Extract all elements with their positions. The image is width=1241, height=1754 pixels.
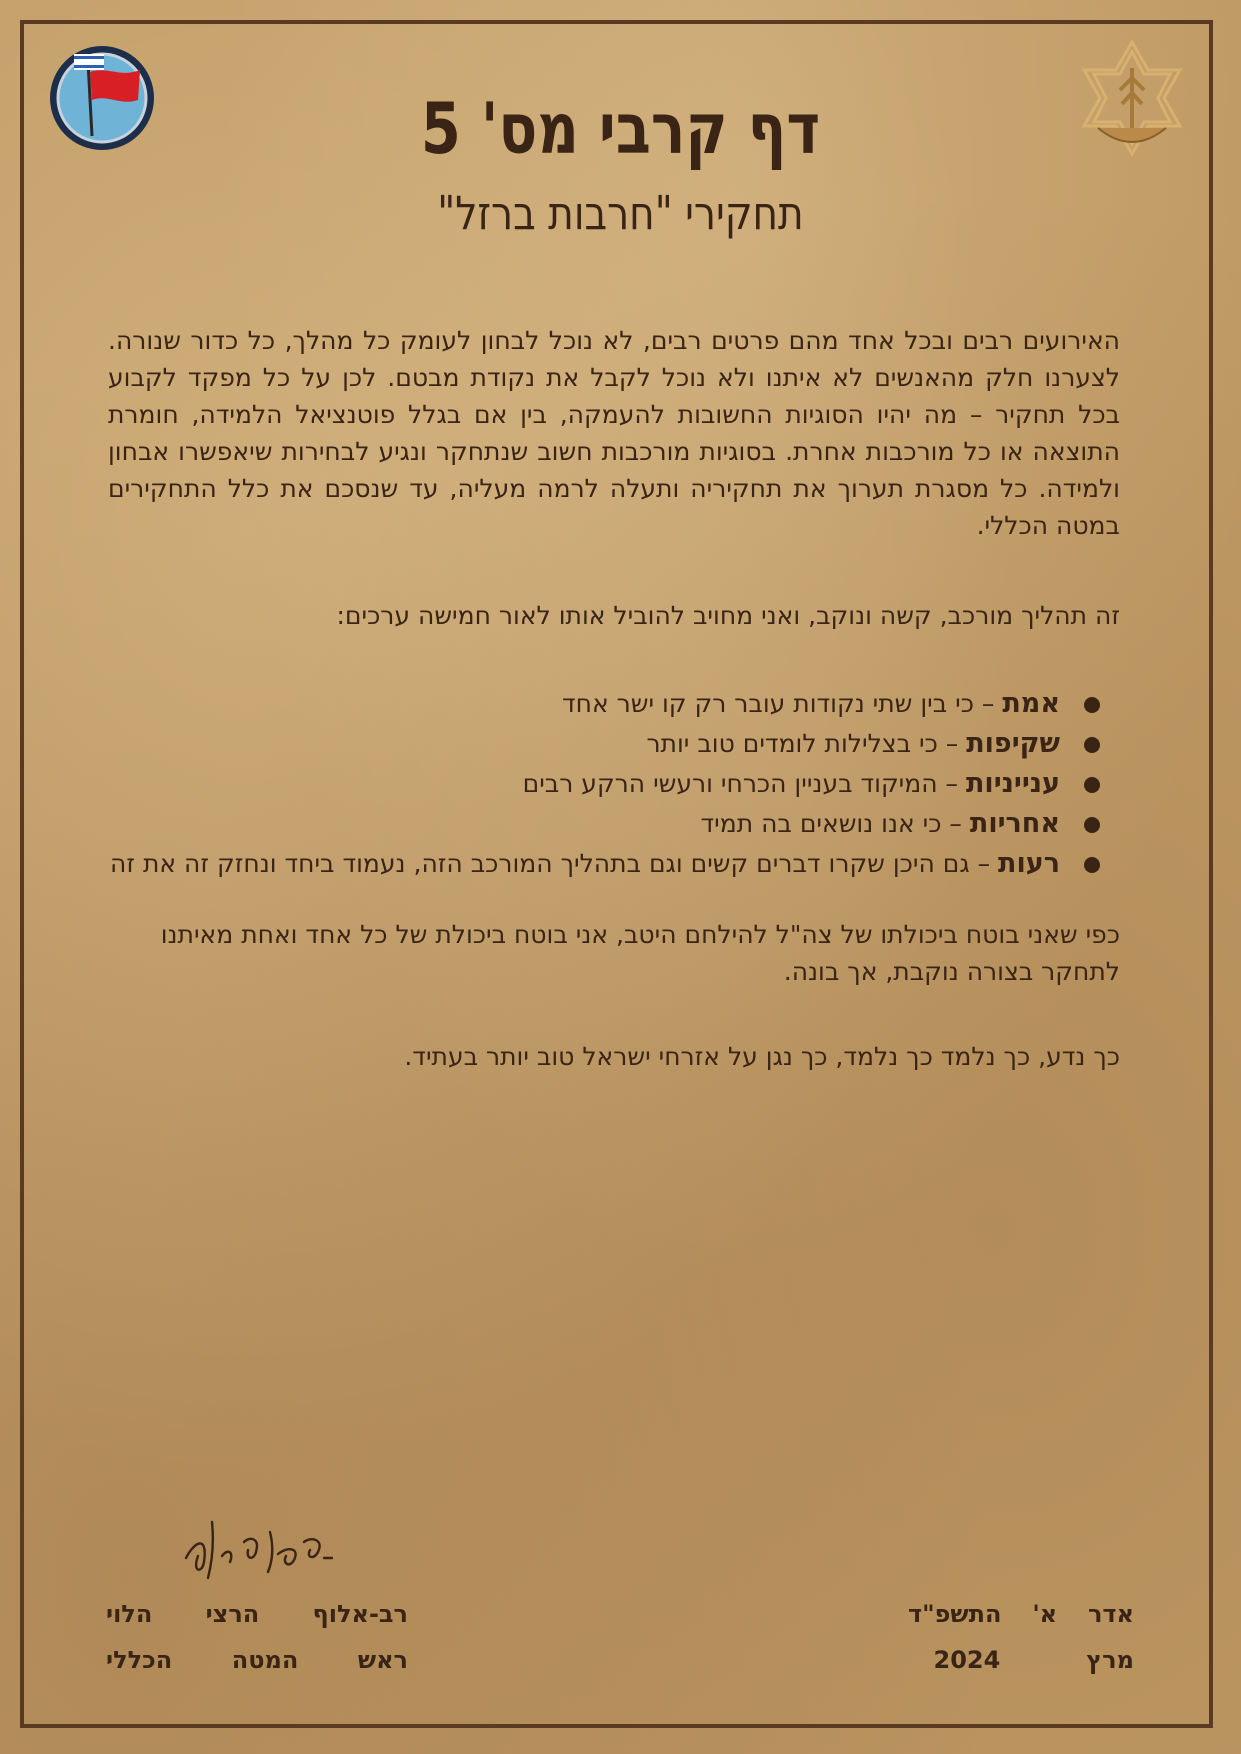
list-item xyxy=(108,764,1112,804)
bullet-icon xyxy=(1084,737,1100,753)
page-title: דף קרבי מס' 5 xyxy=(420,88,821,170)
values-intro-paragraph: זה תהליך מורכב, קשה ונוקב, ואני מחויב להוביל אותו לאור חמישה ערכים: xyxy=(336,601,1120,630)
list-item xyxy=(108,724,1112,764)
handwritten-signature xyxy=(178,1512,338,1592)
date-month: אדר xyxy=(1087,1600,1134,1628)
list-item xyxy=(108,684,1112,724)
value-term: אמת xyxy=(1002,688,1060,719)
bullet-icon xyxy=(1084,857,1100,873)
date-month-suffix: א' xyxy=(1032,1600,1058,1628)
date-month: מרץ xyxy=(1086,1646,1134,1674)
list-item xyxy=(108,804,1112,844)
value-term: אחריות xyxy=(969,808,1060,839)
value-text: – כי אנו נושאים בה תמיד xyxy=(700,809,970,838)
page-subtitle: תחקירי "חרבות ברזל" xyxy=(437,186,804,240)
value-text: – כי בצלילות לומדים טוב יותר xyxy=(646,729,967,758)
signer-first-name: הרצי xyxy=(205,1600,260,1628)
confidence-paragraph: כפי שאני בוטח ביכולתו של צה"ל להילחם היטב, אני בוטח ביכולת של כל אחד ואחת מאיתנו לתחקר בצורה נוקבת, אך בונה. xyxy=(160,920,1120,986)
gregorian-date xyxy=(908,1646,1134,1674)
bullet-icon xyxy=(1084,777,1100,793)
signer-role-line xyxy=(106,1646,408,1674)
signer-name-line xyxy=(106,1600,408,1628)
date-year: 2024 xyxy=(933,1646,1001,1674)
signer-role-word: הכללי xyxy=(106,1646,173,1674)
intro-paragraph: האירועים רבים ובכל אחד מהם פרטים רבים, לא נוכל לבחון לעומק כל מהלך, כל כדור שנורה. לצערנו חלק מהאנשים לא איתנו ולא נוכל לקבל את נקודת מבטם. לכן על כל מפקד לקבוע בכל תחקיר – מה יהיו הסוגיות החשובות להעמקה, בין אם בגלל פוטנציאל הלמידה, חומרת התוצאה או כל מורכבות אחרת. בסוגיות מורכבות חשוב שנתחקר ונגיע לבחירות שיאפשרו אבחון ולמידה. כל מסגרת תערוך את תחקיריה ותעלה לרמה מעליה, עד שנסכם את כלל התחקירים במטה הכללי. xyxy=(108,326,1120,540)
date-year: התשפ"ד xyxy=(908,1600,1002,1628)
signer-role-word: המטה xyxy=(231,1646,299,1674)
value-term: שקיפות xyxy=(966,728,1060,759)
list-item xyxy=(108,844,1112,884)
value-text: – כי בין שתי נקודות עובר רק קו ישר אחד xyxy=(562,689,1003,718)
closing-paragraph: כך נדע, כך נלמד כך נלמד, כך נגן על אזרחי ישראל טוב יותר בעתיד. xyxy=(404,1042,1120,1071)
bullet-icon xyxy=(1084,817,1100,833)
value-term: רעות xyxy=(998,848,1060,879)
signer-rank: רב-אלוף xyxy=(312,1600,408,1628)
values-list xyxy=(108,684,1112,884)
signer-role-word: ראש xyxy=(357,1646,408,1674)
value-text: – המיקוד בעניין הכרחי ורעשי הרקע רבים xyxy=(522,769,966,798)
value-text: – גם היכן שקרו דברים קשים וגם בתהליך המורכב הזה, נעמוד ביחד ונחזק זה את זה xyxy=(110,849,999,878)
value-term: ענייניות xyxy=(965,768,1060,799)
bullet-icon xyxy=(1084,697,1100,713)
signer-last-name: הלוי xyxy=(106,1600,153,1628)
hebrew-date xyxy=(908,1600,1134,1628)
